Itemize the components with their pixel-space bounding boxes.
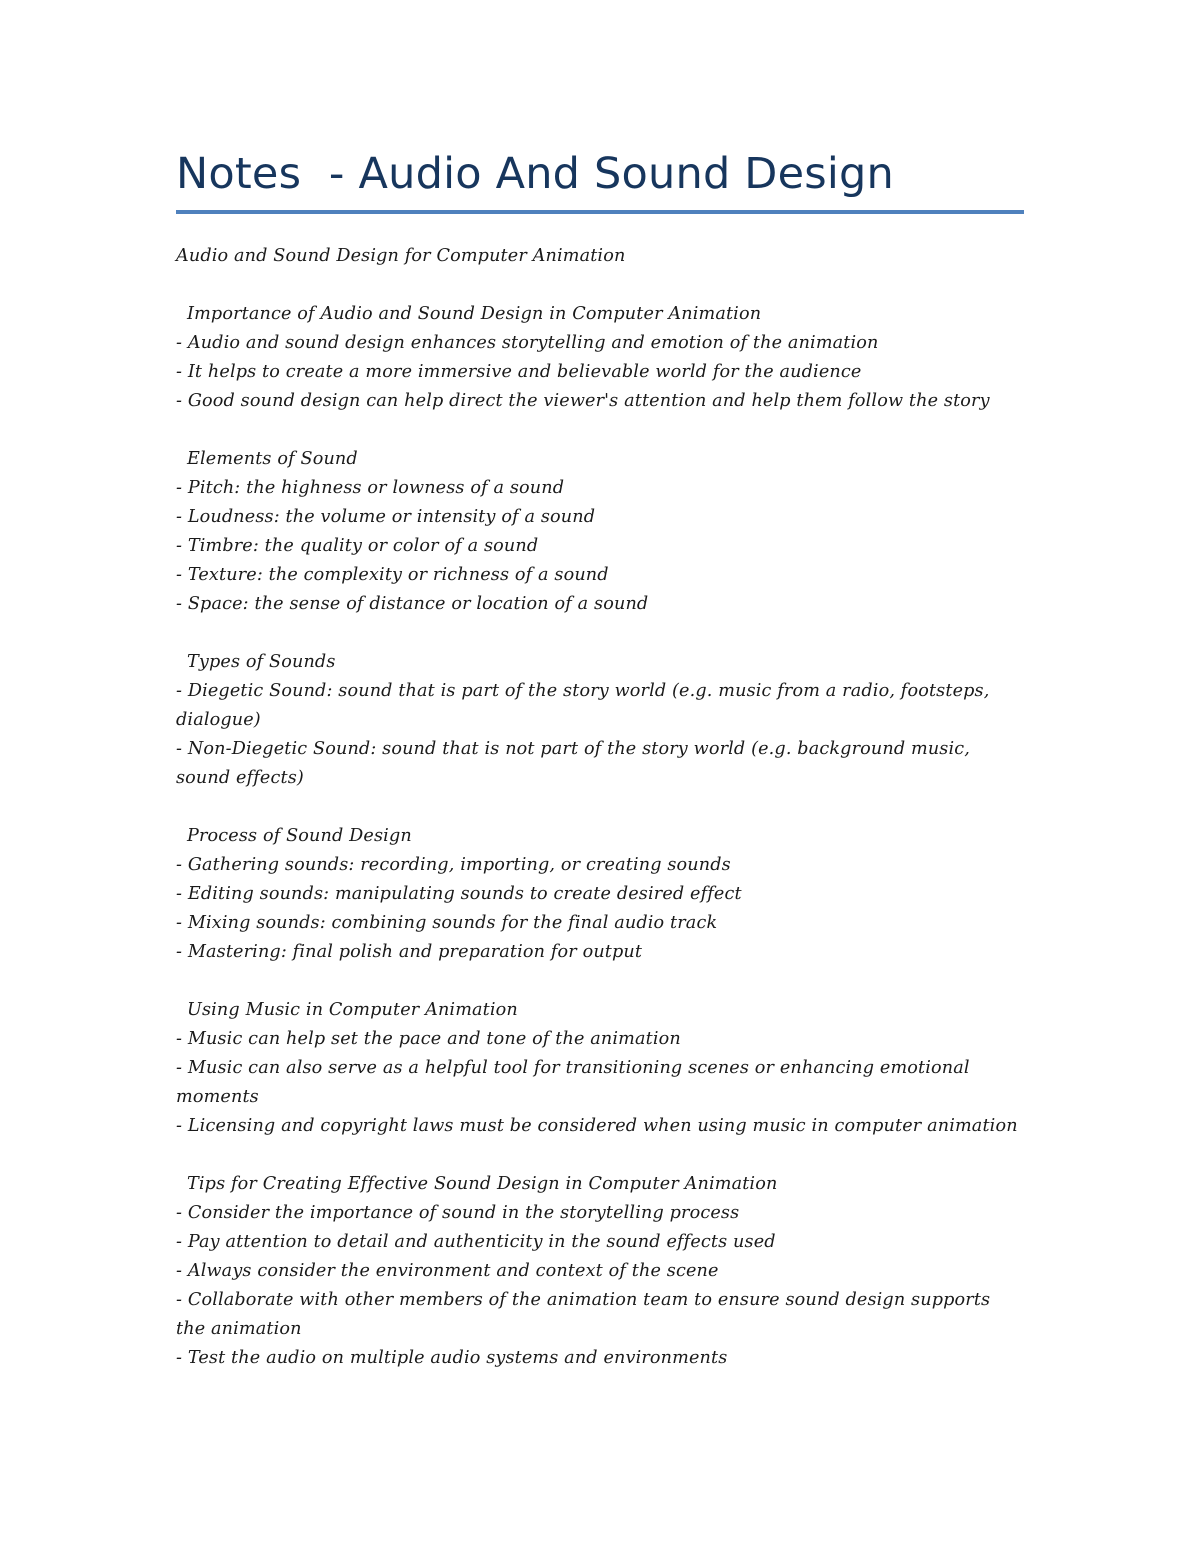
list-item: - Pay attention to detail and authenticity in the sound effects used <box>176 1232 776 1252</box>
list-item: - Loudness: the volume or intensity of a sound <box>176 507 596 527</box>
title-underline-rule <box>176 210 1024 214</box>
list-item: - Music can also serve as a helpful tool for transitioning scenes or enhancing emotional moments <box>176 1058 970 1107</box>
page-title: Notes - Audio And Sound Design <box>176 149 894 199</box>
list-item: - Gathering sounds: recording, importing, or creating sounds <box>176 855 731 875</box>
section-importance <box>176 300 1016 416</box>
list-item: - Music can help set the pace and tone of the animation <box>176 1029 681 1049</box>
list-item: - It helps to create a more immersive and believable world for the audience <box>176 362 862 382</box>
list-item: - Pitch: the highness or lowness of a sound <box>176 478 565 498</box>
section-heading: Process of Sound Design <box>187 826 412 846</box>
list-item: - Non-Diegetic Sound: sound that is not part of the story world (e.g. background music, sound effects) <box>176 739 971 788</box>
section-using-music <box>176 996 1016 1141</box>
list-item: - Always consider the environment and context of the scene <box>176 1261 719 1281</box>
document-body <box>176 242 1016 1373</box>
list-item: - Texture: the complexity or richness of a sound <box>176 565 609 585</box>
list-item: - Diegetic Sound: sound that is part of the story world (e.g. music from a radio, footsteps, dialogue) <box>176 681 990 730</box>
intro-line: Audio and Sound Design for Computer Animation <box>176 246 626 266</box>
list-item: - Licensing and copyright laws must be considered when using music in computer animation <box>176 1116 1018 1136</box>
section-tips <box>176 1170 1016 1373</box>
list-item: - Good sound design can help direct the viewer's attention and help them follow the story <box>176 391 990 411</box>
section-heading: Using Music in Computer Animation <box>187 1000 518 1020</box>
section-heading: Elements of Sound <box>187 449 358 469</box>
section-heading: Types of Sounds <box>187 652 336 672</box>
list-item: - Collaborate with other members of the animation team to ensure sound design supports the animation <box>176 1290 991 1339</box>
section-heading: Importance of Audio and Sound Design in Computer Animation <box>187 304 762 324</box>
list-item: - Timbre: the quality or color of a sound <box>176 536 539 556</box>
list-item: - Consider the importance of sound in the storytelling process <box>176 1203 740 1223</box>
section-elements-of-sound <box>176 445 1016 619</box>
list-item: - Space: the sense of distance or location of a sound <box>176 594 649 614</box>
list-item: - Mastering: final polish and preparation for output <box>176 942 643 962</box>
list-item: - Audio and sound design enhances storytelling and emotion of the animation <box>176 333 879 353</box>
section-process-of-sound-design <box>176 822 1016 967</box>
section-heading: Tips for Creating Effective Sound Design in Computer Animation <box>187 1174 778 1194</box>
list-item: - Editing sounds: manipulating sounds to create desired effect <box>176 884 742 904</box>
list-item: - Test the audio on multiple audio systems and environments <box>176 1348 728 1368</box>
section-types-of-sounds <box>176 648 1016 793</box>
list-item: - Mixing sounds: combining sounds for the final audio track <box>176 913 718 933</box>
